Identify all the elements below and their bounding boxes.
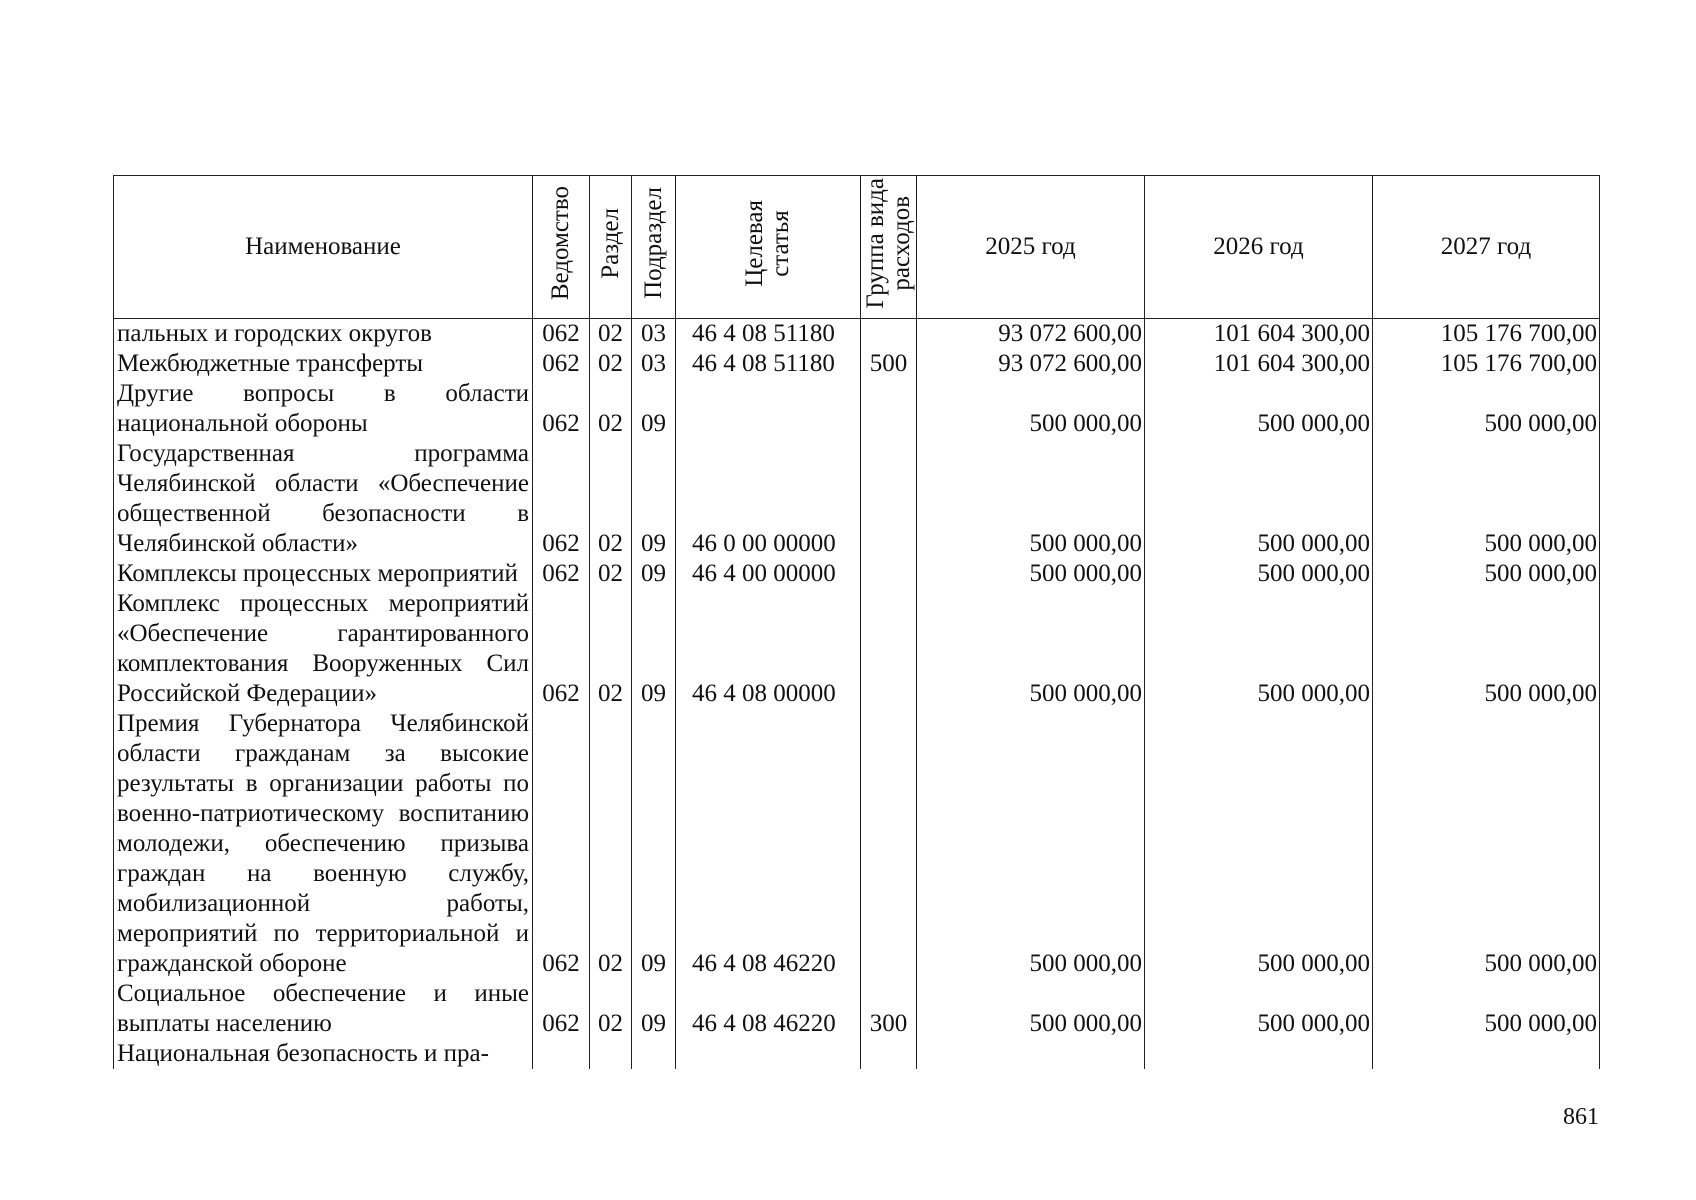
table-row [114, 709, 1600, 979]
row-department: 062 [533, 439, 590, 559]
row-expense-group [861, 319, 917, 350]
row-2025: 500 000,00 [917, 709, 1145, 979]
row-expense-group: 300 [861, 979, 917, 1039]
header-section: Раздел [590, 176, 632, 319]
row-section: 02 [590, 319, 632, 350]
row-section: 02 [590, 979, 632, 1039]
row-department: 062 [533, 709, 590, 979]
row-subsection: 09 [632, 379, 676, 439]
row-name: пальных и городских округов [114, 319, 533, 350]
row-subsection: 09 [632, 559, 676, 589]
row-subsection: 03 [632, 349, 676, 379]
header-2025: 2025 год [917, 176, 1145, 319]
row-2027: 500 000,00 [1373, 979, 1600, 1039]
row-target-article: 46 4 08 46220 [676, 979, 861, 1039]
row-2026: 500 000,00 [1145, 439, 1373, 559]
row-department: 062 [533, 589, 590, 709]
row-section: 02 [590, 589, 632, 709]
row-target-article [676, 379, 861, 439]
row-department: 062 [533, 319, 590, 350]
row-2026: 500 000,00 [1145, 379, 1373, 439]
row-department: 062 [533, 559, 590, 589]
row-2027: 500 000,00 [1373, 709, 1600, 979]
row-subsection: 09 [632, 979, 676, 1039]
row-2026: 101 604 300,00 [1145, 349, 1373, 379]
row-department: 062 [533, 349, 590, 379]
row-2025: 500 000,00 [917, 589, 1145, 709]
row-subsection: 09 [632, 589, 676, 709]
header-subsection: Подраздел [632, 176, 676, 319]
row-department: 062 [533, 379, 590, 439]
row-name: Социальное обеспечение и иные выплаты населению [114, 979, 533, 1039]
row-target-article: 46 0 00 00000 [676, 439, 861, 559]
row-target-article: 46 4 08 00000 [676, 589, 861, 709]
row-2027: 500 000,00 [1373, 559, 1600, 589]
row-section: 02 [590, 709, 632, 979]
row-2025: 500 000,00 [917, 379, 1145, 439]
table-row [114, 589, 1600, 709]
row-expense-group [861, 439, 917, 559]
table-row [114, 319, 1600, 350]
table-row [114, 349, 1600, 379]
header-2026: 2026 год [1145, 176, 1373, 319]
table-row [114, 439, 1600, 559]
page-number: 861 [1563, 1104, 1599, 1130]
row-expense-group: 500 [861, 349, 917, 379]
row-target-article: 46 4 00 00000 [676, 559, 861, 589]
header-name: Наименование [114, 176, 533, 319]
row-name: Национальная безопасность и пра- [114, 1039, 533, 1069]
table-row-cut [114, 1039, 1600, 1069]
row-2027: 500 000,00 [1373, 589, 1600, 709]
row-2026: 500 000,00 [1145, 589, 1373, 709]
row-2025: 500 000,00 [917, 439, 1145, 559]
row-target-article: 46 4 08 51180 [676, 349, 861, 379]
row-2026: 500 000,00 [1145, 979, 1373, 1039]
table-row [114, 379, 1600, 439]
header-expense-group: Группа вида расходов [861, 176, 917, 319]
table-row [114, 559, 1600, 589]
row-name: Другие вопросы в области национальной обороны [114, 379, 533, 439]
row-2026: 500 000,00 [1145, 709, 1373, 979]
row-subsection: 09 [632, 709, 676, 979]
row-2026: 500 000,00 [1145, 559, 1373, 589]
table-row [114, 979, 1600, 1039]
row-section: 02 [590, 349, 632, 379]
header-2027: 2027 год [1373, 176, 1600, 319]
row-name: Премия Губернатора Челябинской области гражданам за высокие результаты в организации работы по военно-патриотическому воспитанию молодежи, обеспечению призыва граждан на военную службу, мобилизационной работы, мероприятий по территориальной и гражданской обороне [114, 709, 533, 979]
row-name: Комплекс процессных мероприятий «Обеспечение гарантированного комплектования Вооруженных Сил Российской Федерации» [114, 589, 533, 709]
row-section: 02 [590, 559, 632, 589]
row-2027: 500 000,00 [1373, 379, 1600, 439]
row-expense-group [861, 709, 917, 979]
row-2027: 105 176 700,00 [1373, 319, 1600, 350]
header-department: Ведомство [533, 176, 590, 319]
row-name: Межбюджетные трансферты [114, 349, 533, 379]
row-section: 02 [590, 439, 632, 559]
table-header-row [114, 176, 1600, 319]
row-section: 02 [590, 379, 632, 439]
row-department: 062 [533, 979, 590, 1039]
row-target-article: 46 4 08 46220 [676, 709, 861, 979]
row-2027: 500 000,00 [1373, 439, 1600, 559]
row-subsection: 03 [632, 319, 676, 350]
row-2025: 500 000,00 [917, 979, 1145, 1039]
header-target-article: Целевая статья [676, 176, 861, 319]
row-target-article: 46 4 08 51180 [676, 319, 861, 350]
row-expense-group [861, 589, 917, 709]
row-2025: 93 072 600,00 [917, 349, 1145, 379]
row-name: Государственная программа Челябинской области «Обеспечение общественной безопасности в Челябинской области» [114, 439, 533, 559]
row-expense-group [861, 559, 917, 589]
row-2025: 93 072 600,00 [917, 319, 1145, 350]
row-2026: 101 604 300,00 [1145, 319, 1373, 350]
row-2025: 500 000,00 [917, 559, 1145, 589]
budget-table [113, 175, 1600, 1069]
row-2027: 105 176 700,00 [1373, 349, 1600, 379]
row-name: Комплексы процессных мероприятий [114, 559, 533, 589]
row-expense-group [861, 379, 917, 439]
row-subsection: 09 [632, 439, 676, 559]
